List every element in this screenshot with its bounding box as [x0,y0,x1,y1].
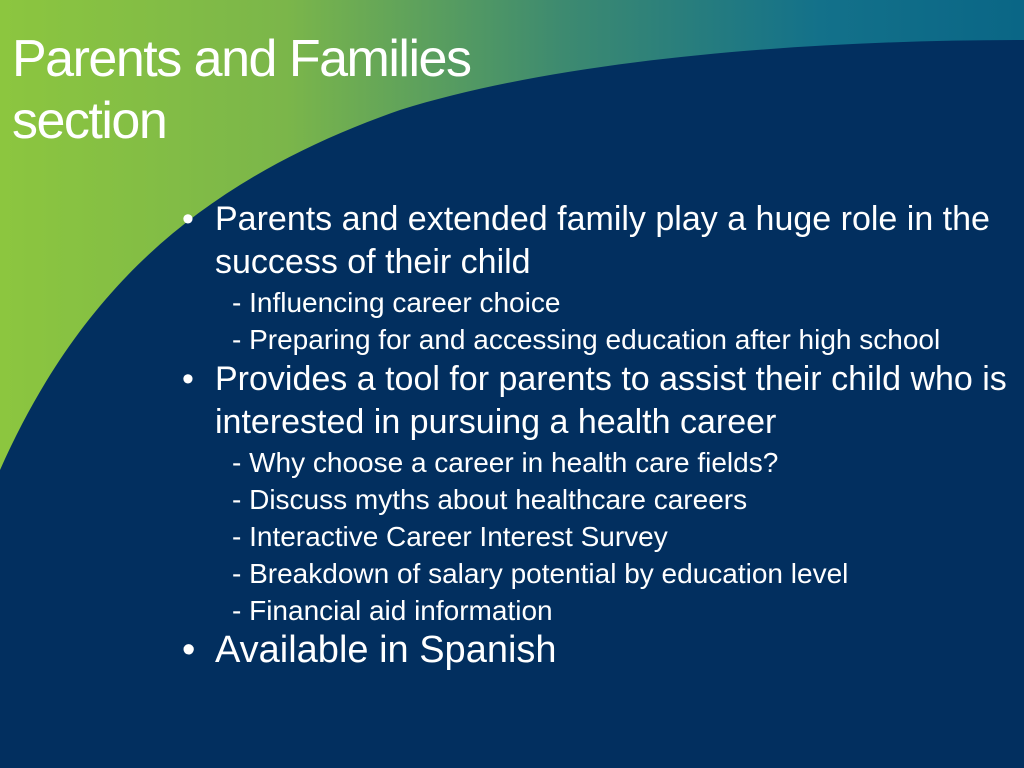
sub-item: - Financial aid information [232,595,553,626]
bullet-marker: • [182,360,194,398]
bullet-text: Available in Spanish [215,629,557,671]
bullet-marker: • [182,200,194,238]
sub-item: - Discuss myths about healthcare careers [232,484,748,515]
sub-item: - Interactive Career Interest Survey [232,521,668,552]
bullet-item [180,627,1010,673]
bullet-text: Parents and extended family play a huge role in the success of their child [215,200,990,281]
bullet-list [180,198,1010,673]
title-line-1: Parents and Families [12,30,471,88]
bullet-item [180,358,1010,444]
sub-item: - Preparing for and accessing education after high school [232,324,941,355]
slide-title [12,28,572,152]
title-line-2: section [12,92,167,150]
sub-item: - Why choose a career in health care fields? [232,447,779,478]
bullet-text: Provides a tool for parents to assist their child who is interested in pursuing a health career [215,360,1007,441]
bullet-marker: • [182,629,196,671]
bullet-item [180,198,1010,284]
sub-item: - Breakdown of salary potential by education level [232,558,849,589]
sub-item: - Influencing career choice [232,287,561,318]
